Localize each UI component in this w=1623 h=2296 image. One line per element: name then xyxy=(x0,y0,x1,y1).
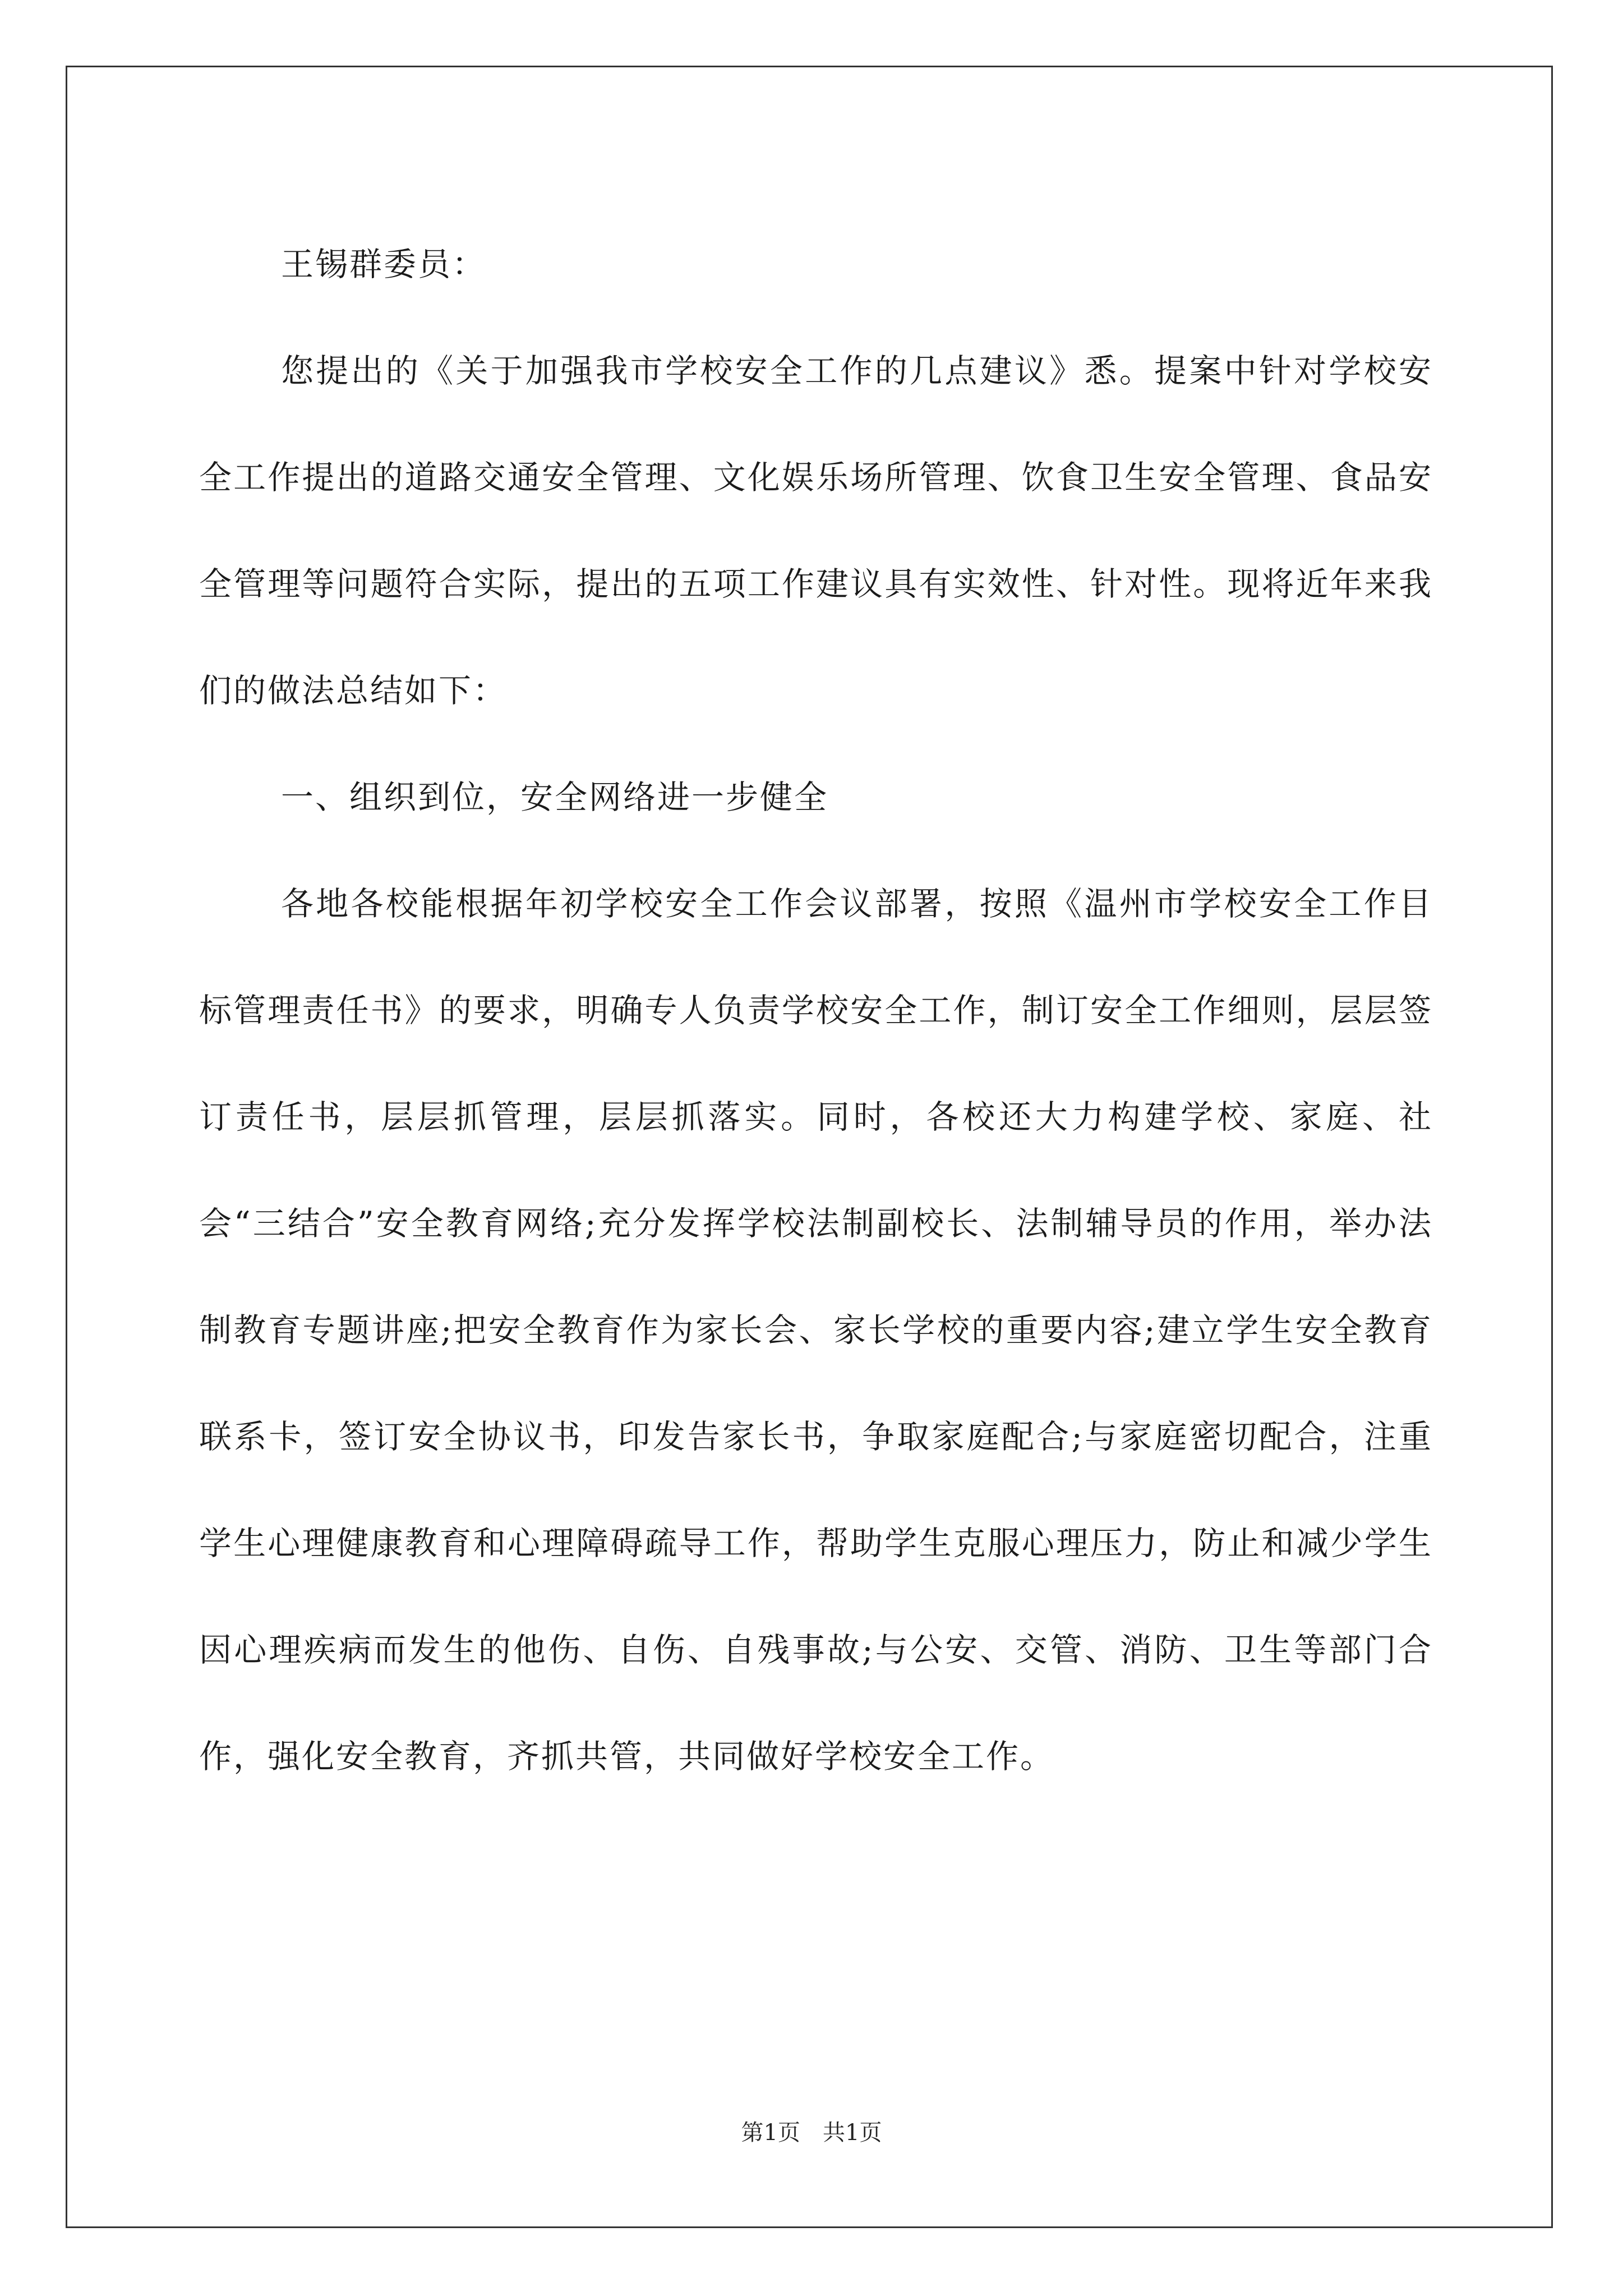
section-paragraph: 各地各校能根据年初学校安全工作会议部署，按照《温州市学校安全工作目标管理责任书》的要求，明确专人负责学校安全工作，制订安全工作细则，层层签订责任书，层层抓管理，层层抓落实。同时，各校还大力构建学校、家庭、社会“三结合”安全教育网络;充分发挥学校法制副校长、法制辅导员的作用，举办法制教育专题讲座;把安全教育作为家长会、家长学校的重要内容;建立学生安全教育联系卡，签订安全协议书，印发告家长书，争取家庭配合;与家庭密切配合，注重学生心理健康教育和心理障碍疏导工作，帮助学生克服心理压力，防止和减少学生因心理疾病而发生的他伤、自伤、自残事故;与公安、交管、消防、卫生等部门合作，强化安全教育，齐抓共管，共同做好学校安全工作。 xyxy=(199,885,1433,1775)
section-heading: 一、组织到位，安全网络进一步健全 xyxy=(281,778,829,816)
salutation: 王锡群委员： xyxy=(281,245,487,283)
page-footer: 第1页 共1页 xyxy=(741,2120,882,2146)
document-body xyxy=(199,211,1433,1810)
intro-paragraph: 您提出的《关于加强我市学校安全工作的几点建议》悉。提案中针对学校安全工作提出的道路交通安全管理、文化娱乐场所管理、饮食卫生安全管理、食品安全管理等问题符合实际，提出的五项工作建议具有实效性、针对性。现将近年来我们的做法总结如下： xyxy=(199,352,1433,710)
